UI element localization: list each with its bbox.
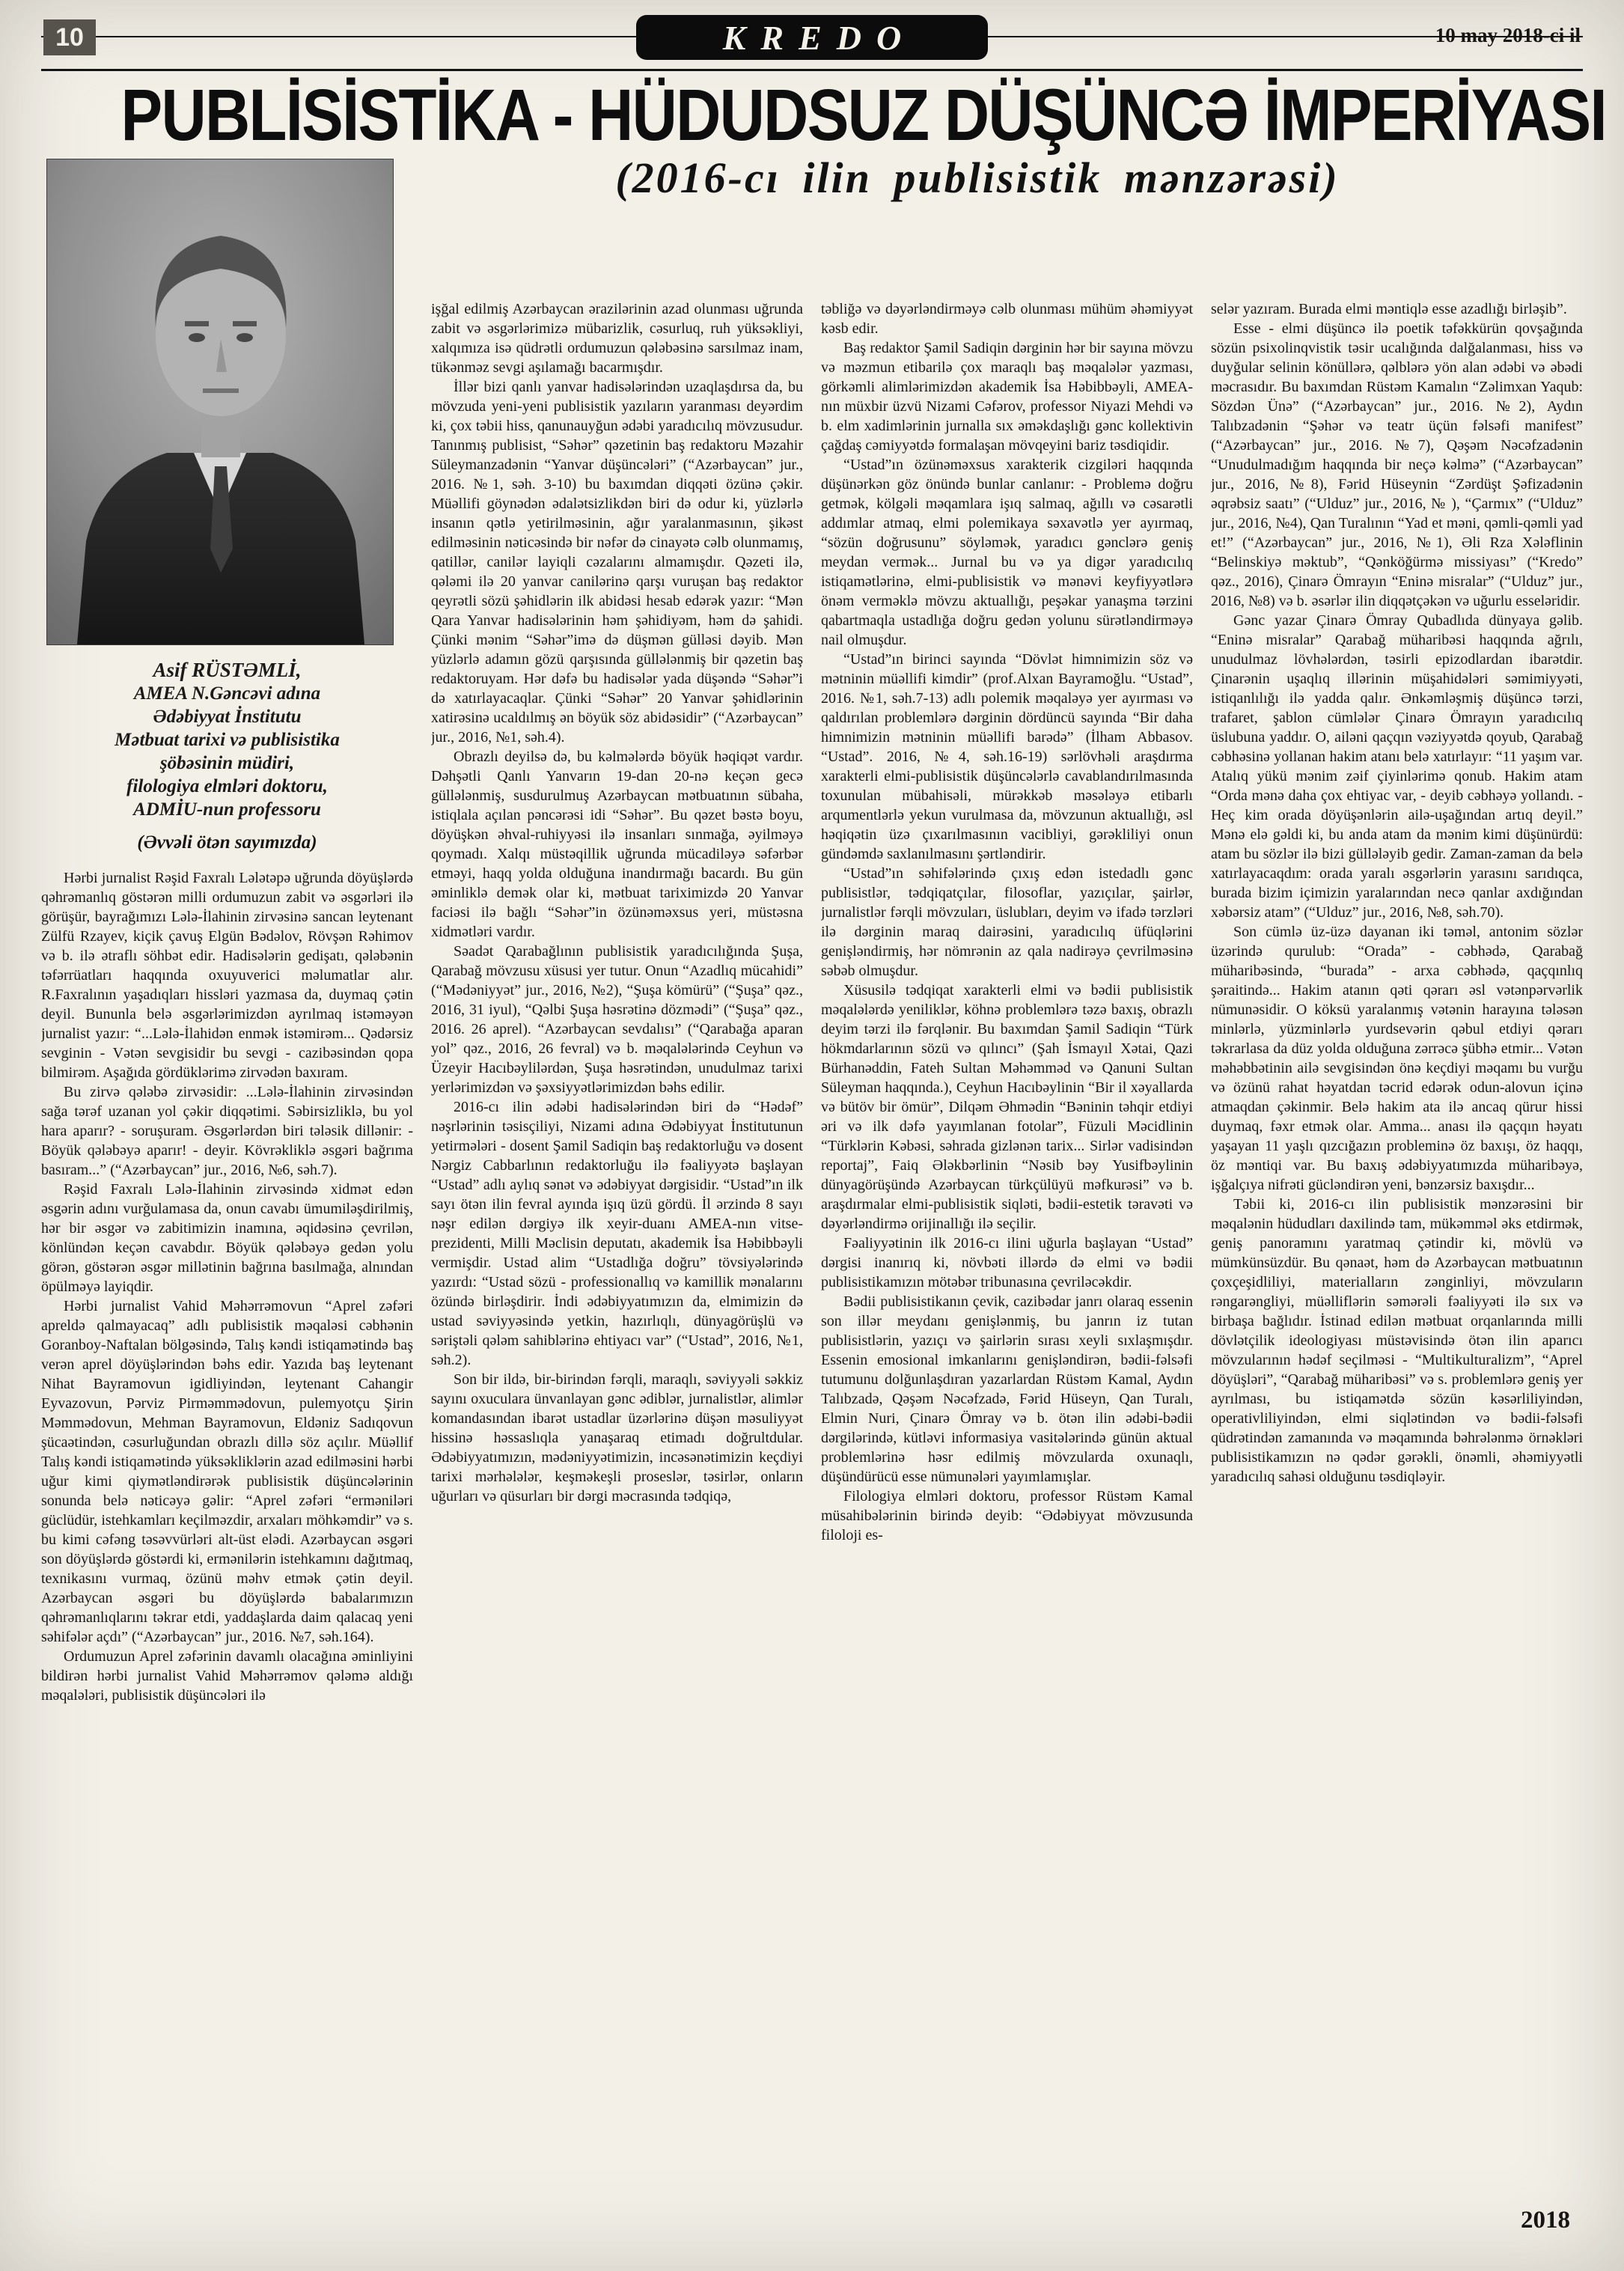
author-photo (46, 159, 394, 645)
body-paragraph: Xüsusilə tədqiqat xarakterli elmi və bədii publisistik məqalələrdə yeniliklər, köhnə problemlərə təzə baxış, obrazlı deyim tərzi ilə fərqlənir. Bu baxımdan Şamil Sadiqin “Türk hökmdarlarının sözü və qılıncı” (Şah İsmayıl Xətai, Qazi Bürhanəddin, Fateh Sultan Məhəmməd və Qanuni Sultan Süleyman haqqında.), Ceyhun Hacıbəylinin “Bir il xəyallarda və bütöv bir ömür”, Dilqəm Əhmədin “Bəninin təhqir etdiyi əri və ilk dəfə yayımlanan fotolar”, Füzuli Məcidlinin “Türklərin Kəbəsi, səhrada gizlənən tarix... Sirlər vadisindən reportaj”, Faiq Ələkbərlinin “Nəsib bəy Yusifbəylinin dünyagörüşündə Azərbaycan türkçülüyü məfkurəsi” və b. araşdırmalar elmi-publisistik siqləti, bədii-estetik təravəti və dəyərləndirmə orijinallığı ilə seçilir. (821, 982, 1193, 1232)
masthead-rule-bottom (41, 69, 1583, 71)
masthead-band (636, 15, 988, 60)
body-paragraph: “Ustad”ın özünəməxsus xarakterik cizgiləri haqqında düşünərkən göz önündə bunlar canlanır: - Problemə doğru getmək, kölgəli məqamlara işıq salmaq, ağıllı və cəsarətli addımlar atmaq, elmi polemikaya səxavətlə yer ayırmaq, “sözün doğrusunu” söyləmək, yaradıcı gənclərə geniş meydan vermək... Jurnal bu və ya digər yaradıcılıq istiqamətlərinə, elmi-publisistik və mənəvi keyfiyyətlərə önəm verməklə mövzu aktuallığı, peşəkar yanaşma tərzini qabartmaqla ustadlığa doğru gedən yolunu sürətləndirməyə nail olmuşdur. (821, 457, 1193, 648)
author-caption (41, 659, 413, 821)
body-column-1 (41, 868, 413, 2216)
author-caption-line: Ədəbiyyat İnstitutu (153, 707, 302, 727)
body-column-3 (821, 299, 1193, 2216)
body-paragraph: Bədii publisistikanın çevik, cazibədar janrı olaraq essenin son illər meydanı genişlənmiş, bu janrın iz tutan publisistlərin, yazıçı və şairlərin sırası xeyli sıxlaşmışdır. Essenin emosional imkanlarını genişləndirən, bədii-fəlsəfi tutumunu dolğunlaşdıran yazarlardan Rüstəm Kamal, Aydın Talıbzadə, Qəşəm Nəcəfzadə, Fərid Hüseyn, Qan Turalı, Elmin Nuri, Çinarə Ömray və b. ötən ilin ədəbi-bədii dərgilərində, kütləvi informasiya vasitələrində günün aktual problemlərinə həsr edilmiş mövzularda oxunaqlı, düşündürücü esse nümunələri yayımlamışlar. (821, 1293, 1193, 1485)
body-paragraph: “Ustad”ın səhifələrində çıxış edən istedadlı gənc publisistlər, tədqiqatçılar, filosoflar, yazıçılar, şairlər, jurnalistlər fərqli mövzuları, üslubları, deyim və ifadə tərzləri ilə dərginin maraq dairəsini, yaradıcılıq üfüqlərini genişləndirmiş, hər nömrənin az qala nadirəyə çevrilməsinə səbəb olmuşdur. (821, 865, 1193, 979)
page-number: 10 (43, 19, 96, 55)
article-headline (0, 73, 1624, 157)
body-paragraph: selər yazıram. Burada elmi məntiqlə esse azadlığı birləşib”. (1211, 301, 1567, 317)
article-subtitle: (2016-cı ilin publisistik mənzərəsi) (615, 153, 1340, 202)
body-column-2 (431, 299, 803, 2216)
body-paragraph: Son bir ildə, bir-birindən fərqli, maraqlı, səviyyəli səkkiz sayını oxuculara ünvanlayan gənc ədiblər, jurnalistlər, alimlər komandasından ibarət ustadlar üzərlərinə düşən məsuliyyət hissinə həssaslıqla yanaşaraq etimadı doğrultdular. Ədəbiyyatımızın, mədəniyyətimizin, incəsənətimizin keçdiyi tarixi mərhələlər, keşməkeşli proseslər, təsirlər, onların uğurları və qüsurları bir dərgi məcrasında tədqiqə, (431, 1371, 803, 1505)
body-paragraph: Hərbi jurnalist Vahid Məhərrəmovun “Aprel zəfəri apreldə qalmayacaq” adlı publisistik məqaləsi cəbhənin Goranboy-Naftalan bölgəsində, Talış kəndi istiqamətində baş verən aprel döyüşlərindən bəhs edir. Yazıda baş leytenant Nihat Bayramovun igidliyindən, leytenant Cahangir Eyvazovun, Pərviz Pirməmmədovun, pulemyotçu Şirin Məmmədovun, Mehman Bayramovun, Eldəniz Sadıqovun şücaətindən, cəsurluğundan obrazlı dillə söz açılır. Müəllif Talış kəndi istiqamətində yüksəkliklərin azad edilməsini hərbi uğur kimi qiymətləndirərək publisistik düşüncələrinin sonunda belə nəticəyə gəlir: “Aprel zəfəri “erməniləri güclüdür, istehkamları keçilməzdir, arxaları möhkəmdir” və s. bu kimi cəfəng təsəvvürləri alt-üst elədi. Azərbaycan əsgəri son döyüşlərdə göstərdi ki, ermənilərin istehkamını dağıtmaq, texnikasını vurmaq, özünü məhv etmək çətin deyil. Azərbaycan əsgəri bu döyüşlərdə babalarımızın qəhrəmanlıqlarını təkrar etdi, yaddaşlarda daim qalacaq yeni səhifələr açdı” (“Azərbaycan” jur., 2016. №7, səh.164). (41, 1298, 413, 1645)
body-paragraph: Obrazlı deyilsə də, bu kəlmələrdə böyük həqiqət vardır. Dəhşətli Qanlı Yanvarın 19-dan 20-nə keçən gecə güllələnmiş, susdurulmuş Azərbaycan mətbuatının sübaha, istiqlala açılan pəncərəsi idi “Səhər”. Bu qəzet bəstə boyu, döyüşkən əhval-ruhiyyəsi ilə insanları sınmağa, əyilməyə qoymadı. Xalqı müstəqillik uğrunda mücadiləyə səfərbər etməyi, haqq yolda olduğuna inandırmağı bacardı. Bu gün əminliklə demək olar ki, mətbuat tariximizdə 20 Yanvar faciəsi ilə bağlı “Səhər”in özünəməxsus yeri, müstəsna xidmətləri vardır. (431, 749, 803, 940)
body-paragraph: Esse - elmi düşüncə ilə poetik təfəkkürün qovşağında sözün psixolinqvistik təsir ucalığında dalğalanması, hiss və duyğular selinin könüllərə, qəlblərə yön alan ədəbi və əbədi məcrasıdır. Bu baxımdan Rüstəm Kamalın “Zəlimxan Yaqub: Sözdən Ünə” (“Azərbaycan” jur., 2016. №2), Aydın Talıbzadənin “Şəhər və teatr üçün fəlsəfi manifest” (“Azərbaycan” jur., 2016. №7), Qəşəm Nəcəfzadənin “Unudulmadığım haqqında bir neçə kəlmə” (“Azərbaycan” jur., 2016, №8), Fərid Hüseynin “Zərdüşt Şəfizadənin əqrəbsiz saatı” (“Ulduz” jur., 2016, № ), “Çarmıx” (“Ulduz” jur., 2016, №4), Qan Turalının “Yad et məni, qəmli-qəmli yad et!” (“Azərbaycan” jur., 2016, №1), Əli Rza Xələflinin “Belinskiyə məktub”, “Qənköğürmə missiyası” (“Kredo” qəz., 2016), Çinarə Ömrayın “Eninə misralar” (“Ulduz” jur., 2016, №8) və b. əsərlər ilin diqqətçəkən və uğurlu esseləridir. (1211, 320, 1583, 609)
article-headline-text: PUBLİSİSTİKA - HÜDUDSUZ DÜŞÜNCƏ İMPERİYASI (120, 74, 1606, 156)
author-caption-line: ADMİU-nun professoru (133, 799, 321, 820)
body-paragraph: “Ustad”ın birinci sayında “Dövlət himnimizin söz və mətninin müəllifi kimdir” (prof.Alxan Bayramoğlu. “Ustad”, 2016. №1, səh.7-13) adlı polemik məqaləyə yer ayırması və qaldırılan problemlərə dərginin dördüncü sayında “Bir daha himnimizin mətninin müəllifi barədə” (İlham Abbasov. “Ustad”. 2016, №4, səh.16-19) sərlövhəli araşdırma xarakterli elmi-publisistik düşüncələrlə cavablandırılmasında toxunulan mübahisəli, mürəkkəb məsələyə etibarlı arqumentlərlə yekun vurulmasa da, mövzunun aktuallığı, əsl həqiqətin üzə çıxarılmasının vacibliyi, gərəkliliyi onun gündəmdə saxlanılmasını şərtləndirir. (821, 651, 1193, 862)
body-paragraph: Son cümlə üz-üzə dayanan iki təməl, antonim sözlər üzərində qurulub: “Orada” - cəbhədə, Qarabağ müharibəsində, “burada” - arxa cəbhədə, qaçqınlıq şəraitində... Hakim atanın qəti qərarı əsl vətənpərvərlik nümunəsidir. O köksü yaralanmış vətənin harayına tələsən minlərlə, yüzminlərlə yurdsevərin qəbul etdiyi qərarı təkrarlasa da düz yolda olduğuna zərrəcə şübhə etmir... Vətən məhəbbətinin ailə sevgisindən önə keçdiyi məqamı bu vurğu və özünü rahat həyatdan təcrid edərək odun-alovun içinə atmaqdan çəkinmir. Belə hakim ata ilə ancaq qürur hissi duymaq, fəxr etmək olar. Amma... anası ilə qaçqın həyatı yaşayan 11 yaşlı qızcığazın probleminə öz baxışı, öz haqqı, öz məntiqi var. Bu baxış ədəbiyyatımızda müharibəyə, işğalçıya nifrəti gücləndirən yeni, bənzərsiz baxışdır... (1211, 924, 1583, 1193)
author-caption-line: Mətbuat tarixi və publisistika (115, 730, 340, 750)
author-caption-line: filologiya elmləri doktoru, (126, 776, 328, 796)
newspaper-name: KREDO (722, 18, 917, 57)
issue-date: 10 may 2018-ci il (1435, 24, 1581, 46)
body-paragraph: Səadət Qarabağlının publisistik yaradıcılığında Şuşa, Qarabağ mövzusu xüsusi yer tutur. Onun “Azadlıq mücahidi” (“Mədəniyyət” jur., 2016, №2), “Şuşa kömürü” (“Şuşa” qəz., 2016, 31 iyul), “Qəlbi Şuşa həsrətinə dözmədi” (“Şuşa” qəz., 2016. 26 aprel). “Azərbaycan sevdalısı” (“Qarabağa aparan yol” qəz., 2016, 26 fevral) və b. məqalələrində Ceyhun və Üzeyir Hacıbəylilərdən, Şuşa həsrətindən, unudulmaz tarixi yerlərimizdən və şəxsiyyətlərimizdən bəhs edilir. (431, 943, 803, 1096)
author-caption-line: AMEA N.Gəncəvi adına (133, 683, 321, 704)
body-column-4 (1211, 299, 1583, 2216)
body-paragraph: Gənc yazar Çinarə Ömray Qubadlıda dünyaya gəlib. “Eninə misralar” Qarabağ müharibəsi haqqında ağrılı, unudulmaz lövhələrdən, təsirli epizodlardan ibarətdir. Çinarənin uşaqlıq illərinin müşahidələri səmimiyyəti, istiqanlılığı ilə yadda qalır. Ənkəmləşmiş düşüncə tərzi, trafaret, şablon cümlələr Çinarə Ömrayın yaradıcılıq üslubuna yaddır. O, ailəni qaçqın vəziyyətdə qoyub, Qarabağ cəbhəsinə yollanan hakim atanı belə xatırlayır: “11 yaşım var. Atalıq yükü mənim zəif çiyinlərimə qonub. Hakim atam “Orda mənə daha çox ehtiyac var, - deyib cəbhəyə yollandı. - Heç kim orada döyüşənlərin ailə-uşağından artıq deyil.” Mənə elə gəldi ki, bu anda atam da mənim kimi düşünürdü: atam bu sözlər ilə bizi güllələyib gedir. Zaman-zaman da belə xatırlayacaqdım: orada yaralı əsgərlərin yarasını sarıdıqca, burada bizim içimizin yaralarından necə qanlar axdığından xəbərsiz atam” (“Ulduz” jur., 2016, №8, səh.70). (1211, 612, 1583, 921)
body-paragraph: təbliğə və dəyərləndirməyə cəlb olunması mühüm əhəmiyyət kəsb edir. (821, 301, 1193, 337)
body-paragraph: Bu zirvə qələbə zirvəsidir: ...Lələ-İlahinin zirvəsindən sağa tərəf uzanan yol çəkir diqqətimi. Səbirsizliklə, bu yol hara aparır? - soruşuram. Əsgərlərdən biri tələsik dillənir: - Böyük qələbəyə aparır! - deyir. Kövrəkliklə əsgəri bağrıma basıram...” (“Azərbaycan” jur., 2016, №6, səh.7). (41, 1084, 413, 1178)
body-paragraph: Filologiya elmləri doktoru, professor Rüstəm Kamal müsahibələrinin birində deyib: “Ədəbiyyat mövzusunda filoloji es- (821, 1488, 1193, 1543)
author-name: Asif RÜSTƏMLİ, (153, 659, 302, 681)
author-photo-illustration (47, 159, 393, 644)
author-caption-line: şöbəsinin müdiri, (159, 753, 295, 773)
body-paragraph: İllər bizi qanlı yanvar hadisələrindən uzaqlaşdırsa da, bu mövzuda yeni-yeni publisistik yazıların yaranması deyərdim ki, çox təbii hiss, qanunauyğun ədəbi yaradıcılıq mövzusudur. Tanınmış publisist, “Səhər” qəzetinin baş redaktoru Məzahir Süleymanzadənin “Yanvar düşüncələri” (“Azərbaycan” jur., 2016. №1, səh. 3-10) bu baxımdan diqqəti özünə çəkir. Müəllifi göynədən ədalətsizlikdən biri də odur ki, yüzlərlə insanın qətlə yetirilməsinin, ağır yaralanmasının, şikəst edilməsinin nəticəsində bir nəfər də cinayətə cəlb olunmamış, qatillər, canilər layiqli cəzalarını almamışdır. Qəzeti ilə, qələmi ilə 20 yanvar canilərinə qarşı vuruşan baş redaktor qeyrətli sözü şəhidlərin ilk abidəsi hesab edərək yazır: “Mən Qara Yanvar hadisələrinin həm şəhidiyəm, həm də şahidi. Çünki mənim “Səhər”imə də düşmən gülləsi dəyib. Mən yüzlərlə adamın gözü qarşısında güllələnmiş bir qəzetin baş redaktoruyam. Hər dəfə bu hadisələr yada düşəndə “Səhər”i də xatırlayacaqlar. Çünki “Səhər” 20 Yanvar şəhidlərinin xatirəsinə ucaldılmış ən böyük söz abidəsidir” (“Azərbaycan” jur., 2016, №1, səh.4). (431, 379, 803, 746)
body-paragraph: işğal edilmiş Azərbaycan ərazilərinin azad olunması uğrunda zabit və əsgərlərimizə mübarizlik, cəsurluq, ruh yüksəkliyi, xalqımıza isə qüdrətli ordumuzun qələbəsinə sarsılmaz inam, tükənməz sevgi aşılamağı bacarmışdır. (431, 301, 803, 376)
body-paragraph: Ordumuzun Aprel zəfərinin davamlı olacağına əminliyini bildirən hərbi jurnalist Vahid Məhərrəmov qələmə aldığı məqalələri, publisistik düşüncələri ilə (41, 1648, 413, 1704)
continuation-note: (Əvvəli ötən sayımızda) (137, 832, 317, 853)
body-paragraph: Rəşid Faxralı Lələ-İlahinin zirvəsində xidmət edən əsgərin adını vurğulamasa da, onun cavabı ümumiləşdirilmiş, hər bir əsgər və zabitimizin inamına, əqidəsinə çevrilən, könlündən keçən cavabdır. Böyük qələbəyə gedən yolu görən, göstərən əsgər millətinin bağrına basılmağa, alnından öpülməyə layiqdir. (41, 1181, 413, 1295)
footer-year: 2018 (1521, 2207, 1570, 2234)
body-paragraph: Hərbi jurnalist Rəşid Faxralı Lələtəpə uğrunda döyüşlərdə qəhrəmanlıq göstərən milli ordumuzun zabit və əsgərləri ilə görüşür, bayrağımızı Lələ-İlahinin zirvəsinə sancan leytenant Zülfü Rzayev, kiçik çavuş Elgün Bədəlov, Rövşən Rəhimov və b. ilə ətraflı söhbət edir. Hadisələrin gedişatı, qələbənin təfərrüatları haqqında oxuyuverici məlumatlar alır. R.Faxralının yaşadıqları hissləri yazmasa da, duymaq çətin deyil. Bununla belə əsgərlərimizdən ayrılmaq istəməyən jurnalist yazır: “...Lələ-İlahidən enmək istəmirəm... Qədərsiz sevginin - Vətən sevgisidir bu sevgi - cazibəsindən qopa bilmirəm. Aşağıda gördüklərimə zirvədən baxıram. (41, 870, 413, 1081)
body-paragraph: 2016-cı ilin ədəbi hadisələrindən biri də “Hədəf” nəşrlərinin təsisçiliyi, Nizami adına Ədəbiyyat İnstitutunun yetirmələri - dosent Şamil Sadiqin baş redaktorluğu və dosent Nərgiz Cabbarlının redaktorluğu ilə fəaliyyətə başlayan “Ustad” adlı aylıq sənət və ədəbiyyat dərgisidir. “Ustad”ın ilk sayı ötən ilin fevral ayında işıq üzü gördü. İl ərzində 8 sayı nəşr edilən dərgiyə ilk xeyir-duanı AMEA-nın vitse-prezidenti, Milli Məclisin deputatı, akademik İsa Həbibbəyli vermişdir. Ustad alim “Ustadlığa doğru” tövsiyələrində yazırdı: “Ustad sözü - professionallıq və kamillik mənalarını özündə birləşdirir. İndi ədəbiyyatımızın da, elmimizin də ustad səviyyəsində yetkin, hazırlıqlı, dünyagörüşlü və səriştəli qələm sahiblərinə ehtiyacı var” (“Ustad”, 2016, №1, səh.2). (431, 1099, 803, 1368)
body-paragraph: Baş redaktor Şamil Sadiqin dərginin hər bir sayına mövzu və məzmun etibarilə çox maraqlı baş məqalələr yazması, görkəmli alimlərimizdən akademik İsa Həbibbəyli, AMEA-nın müxbir üzvü Nizami Cəfərov, professor Niyazi Mehdi və b. elm xadimlərinin jurnalla sıx əməkdaşlığı gənc kollektivin çağdaş cəmiyyətdə formalaşan mövqeyini bariz təsdiqidir. (821, 340, 1193, 454)
body-paragraph: Fəaliyyətinin ilk 2016-cı ilini uğurla başlayan “Ustad” dərgisi inanırıq ki, növbəti illərdə də elmi və bədii publisistikamızın mötəbər tribunasına çevriləcəkdir. (821, 1235, 1193, 1290)
body-paragraph: Təbii ki, 2016-cı ilin publisistik mənzərəsini bir məqalənin hüdudları daxilində tam, mükəmməl əks etdirmək, geniş panoramını yaratmaq çətindir ki, mövlü və mümkünsüzdür. Bu qənaət, həm də Azərbaycan mətbuatının çoxçeşidliliyi, materialların zənginliyi, mövzuların rəngarəngliyi, müəlliflərin səmərəli fəaliyyəti ilə sıx və birbaşa bağlıdır. İstinad edilən mətbuat orqanlarında milli dövlətçilik ideologiyası müstəvisində ötən ilin aparıcı mövzularının hədəf seçilməsi - “Multikulturalizm”, “Aprel döyüşləri”, “Qarabağ müharibəsi” və s. problemlərə geniş yer ayrılması, bu istiqamətdə sözün kəsərliliyindən, operativliliyindən, elmi siqlətindən və bədii-fəlsəfi qüdrətindən zamanında və məqamında bəhrələnmə örnəkləri publisistikamızın nə qədər gərəkli, önəmli, əhəmiyyətli yaradıcılıq sahəsi olduğunu təsdiqləyir. (1211, 1196, 1583, 1485)
